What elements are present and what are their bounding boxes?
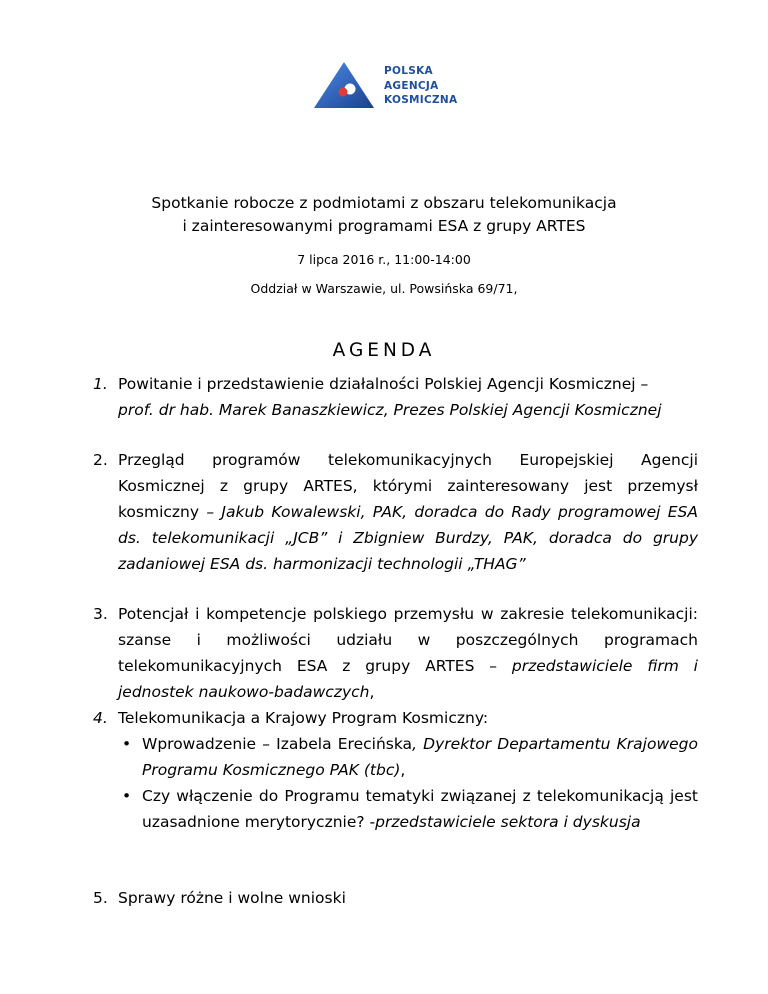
agenda-item-4 xyxy=(93,705,698,835)
agenda-item-2 xyxy=(93,447,698,577)
logo-line: AGENCJA xyxy=(384,79,439,92)
item-tail: , xyxy=(369,683,375,701)
logo-triangle-icon xyxy=(314,62,376,110)
agenda-item-1 xyxy=(93,371,718,423)
meeting-title-line2: i zainteresowanymi programami ESA z grupy ARTES xyxy=(182,217,586,235)
item-number: 4. xyxy=(93,709,108,727)
agenda-heading: AGENDA xyxy=(332,340,436,361)
item-speaker: Jakub Kowalewski, PAK, doradca do Rady programowej ESA ds. telekomunikacji „JCB” i Zbigniew Burdzy, PAK, doradca do grupy zadaniowej ESA ds. harmonizacji technologii „THAG” xyxy=(118,503,698,573)
bullet-icon: • xyxy=(122,787,132,805)
item-number: 5. xyxy=(93,889,108,907)
agenda-item-3 xyxy=(93,601,698,705)
item-text: Telekomunikacja a Krajowy Program Kosmiczny: xyxy=(118,709,489,727)
agenda-item-5 xyxy=(93,885,698,911)
meeting-location: Oddział w Warszawie, ul. Powsińska 69/71, xyxy=(250,281,518,296)
agenda-bullet-2 xyxy=(118,783,698,835)
item-number: 1. xyxy=(93,375,108,393)
item-speaker: prof. dr hab. Marek Banaszkiewicz, Prezes Polskiej Agencji Kosmicznej xyxy=(118,401,662,419)
bullet-speaker: , Dyrektor Departamentu Krajowego Programu Kosmicznego PAK (tbc) xyxy=(142,735,698,779)
item-number: 2. xyxy=(93,451,108,469)
item-text: Potencjał i kompetencje polskiego przemysłu w zakresie telekomunikacji: szanse i możliwości udziału w poszczególnych programach telekomunikacyjnych ESA z grupy ARTES – xyxy=(118,605,698,675)
item-text: Powitanie i przedstawienie działalności Polskiej Agencji Kosmicznej – xyxy=(118,375,649,393)
logo-wordmark xyxy=(384,64,457,108)
item-number: 3. xyxy=(93,605,108,623)
agenda-bullet-1 xyxy=(118,731,698,783)
bullet-speaker: -przedstawiciele sektora i dyskusja xyxy=(369,813,641,831)
bullet-tail: , xyxy=(400,761,406,779)
meeting-date: 7 lipca 2016 r., 11:00-14:00 xyxy=(297,252,471,267)
logo-line: POLSKA xyxy=(384,65,433,77)
meeting-title-line1: Spotkanie robocze z podmiotami z obszaru telekomunikacja xyxy=(151,194,617,212)
item-text: Sprawy różne i wolne wnioski xyxy=(118,889,346,907)
bullet-text: Wprowadzenie – Izabela Erecińska xyxy=(142,735,413,753)
item-text: Przegląd programów telekomunikacyjnych Europejskiej Agencji Kosmicznej z grupy ARTES, którymi zainteresowany jest przemysł kosmiczny – xyxy=(118,451,698,521)
logo-line: KOSMICZNA xyxy=(384,94,458,106)
bullet-text: Czy włączenie do Programu tematyki związanej z telekomunikacją jest uzasadnione merytorycznie? xyxy=(142,787,698,831)
agency-logo xyxy=(314,62,464,122)
item-speaker: przedstawiciele firm i jednostek naukowo-badawczych xyxy=(118,657,698,701)
bullet-icon: • xyxy=(122,735,132,753)
